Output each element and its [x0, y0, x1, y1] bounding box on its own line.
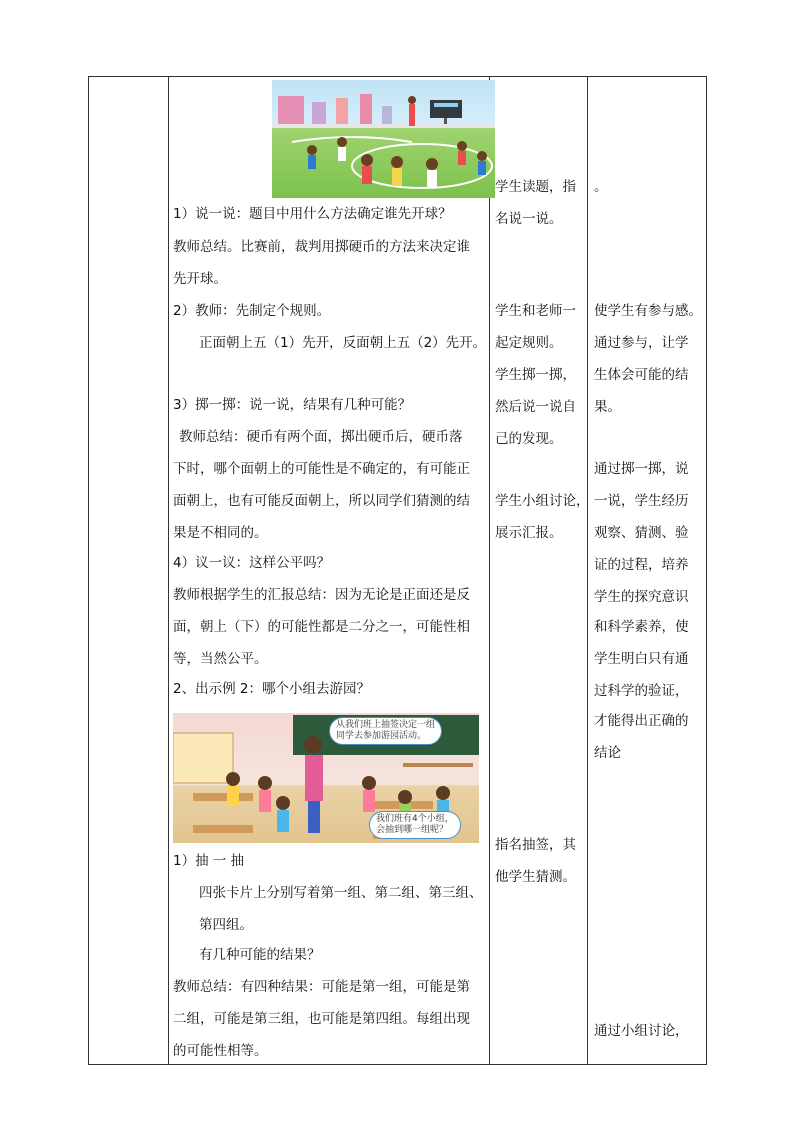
text-line: 指名抽签，其: [495, 837, 576, 853]
text-line: 4）议一议：这样公平吗？: [173, 555, 331, 571]
text-line: 然后说一说自: [495, 399, 576, 415]
text-line: 1）抽 一 抽: [173, 853, 245, 869]
text-line: 正面朝上五（1）先开，反面朝上五（2）先开。: [199, 335, 487, 351]
text-line: 过科学的验证，: [594, 683, 689, 699]
text-line: 通过参与，让学: [594, 335, 689, 351]
text-line: 学生读题，指: [495, 179, 576, 195]
text-line: 学生明白只有通: [594, 651, 689, 667]
design-intent-cell: [588, 77, 706, 1064]
text-line: 2）教师：先制定个规则。: [173, 303, 331, 319]
text-line: 教师总结。比赛前，裁判用掷硬币的方法来决定谁: [173, 239, 470, 255]
text-line: 观察、猜测、验: [594, 525, 689, 541]
text-line: 学生小组讨论，: [495, 493, 590, 509]
lesson-table: [88, 76, 707, 1065]
text-line: 果是不相同的。: [173, 525, 268, 541]
text-line: 2、出示例 2：哪个小组去游园？: [173, 681, 370, 697]
text-line: 通过小组讨论，: [594, 1023, 689, 1039]
text-line: 他学生猜测。: [495, 869, 576, 885]
text-line: 证的过程，培养: [594, 557, 689, 573]
text-line: 有几种可能的结果？: [199, 947, 321, 963]
text-line: 学生和老师一: [495, 303, 576, 319]
text-line: 展示汇报。: [495, 525, 563, 541]
bubble-text: 会抽到哪一组呢？: [376, 825, 449, 835]
bubble-text: 从我们班上抽签决定一组: [336, 720, 436, 730]
teaching-process-cell: [169, 77, 489, 1064]
text-line: 才能得出正确的: [594, 713, 689, 729]
text-line: 和科学素养，使: [594, 619, 689, 635]
text-line: 教师总结：硬币有两个面，掷出硬币后，硬币落: [179, 429, 463, 445]
text-line: 使学生有参与感。: [594, 303, 702, 319]
speech-bubble-teacher: [329, 717, 442, 745]
text-line: 面，朝上（下）的可能性都是二分之一，可能性相: [173, 619, 470, 635]
text-line: 生体会可能的结: [594, 367, 689, 383]
text-line: 教师总结：有四种结果：可能是第一组，可能是第: [173, 979, 470, 995]
text-line: 3）掷一掷：说一说，结果有几种可能？: [173, 397, 412, 413]
text-line: 的可能性相等。: [173, 1043, 268, 1059]
text-line: 果。: [594, 399, 621, 415]
text-line: 。: [594, 179, 608, 195]
text-line: 学生的探究意识: [594, 589, 689, 605]
text-line: 结论: [594, 745, 621, 761]
text-line: 己的发现。: [495, 431, 563, 447]
text-line: 先开球。: [173, 271, 227, 287]
bubble-text: 同学去参加游园活动。: [336, 731, 427, 741]
text-line: 起定规则。: [495, 335, 563, 351]
classroom-illustration: [173, 713, 479, 843]
text-line: 下时，哪个面朝上的可能性是不确定的，有可能正: [173, 461, 470, 477]
text-line: 第四组。: [199, 917, 253, 933]
text-line: 教师根据学生的汇报总结：因为无论是正面还是反: [173, 587, 470, 603]
student-activity-cell: [490, 77, 590, 1064]
text-line: 学生掷一掷，: [495, 367, 576, 383]
bubble-text: 我们班有4个小组，: [376, 814, 454, 824]
sports-field-illustration: [272, 80, 495, 198]
text-line: 名说一说。: [495, 211, 563, 227]
column-1-cell: [89, 77, 168, 1064]
text-line: 面朝上，也有可能反面朝上，所以同学们猜测的结: [173, 493, 470, 509]
text-line: 等，当然公平。: [173, 651, 268, 667]
speech-bubble-student: [369, 811, 461, 839]
text-line: 二组，可能是第三组，也可能是第四组。每组出现: [173, 1011, 470, 1027]
text-line: 一说，学生经历: [594, 493, 689, 509]
text-line: 四张卡片上分别写着第一组、第二组、第三组、: [199, 885, 483, 901]
text-line: 通过掷一掷，说: [594, 461, 689, 477]
text-line: 1）说一说：题目中用什么方法确定谁先开球？: [173, 206, 452, 222]
